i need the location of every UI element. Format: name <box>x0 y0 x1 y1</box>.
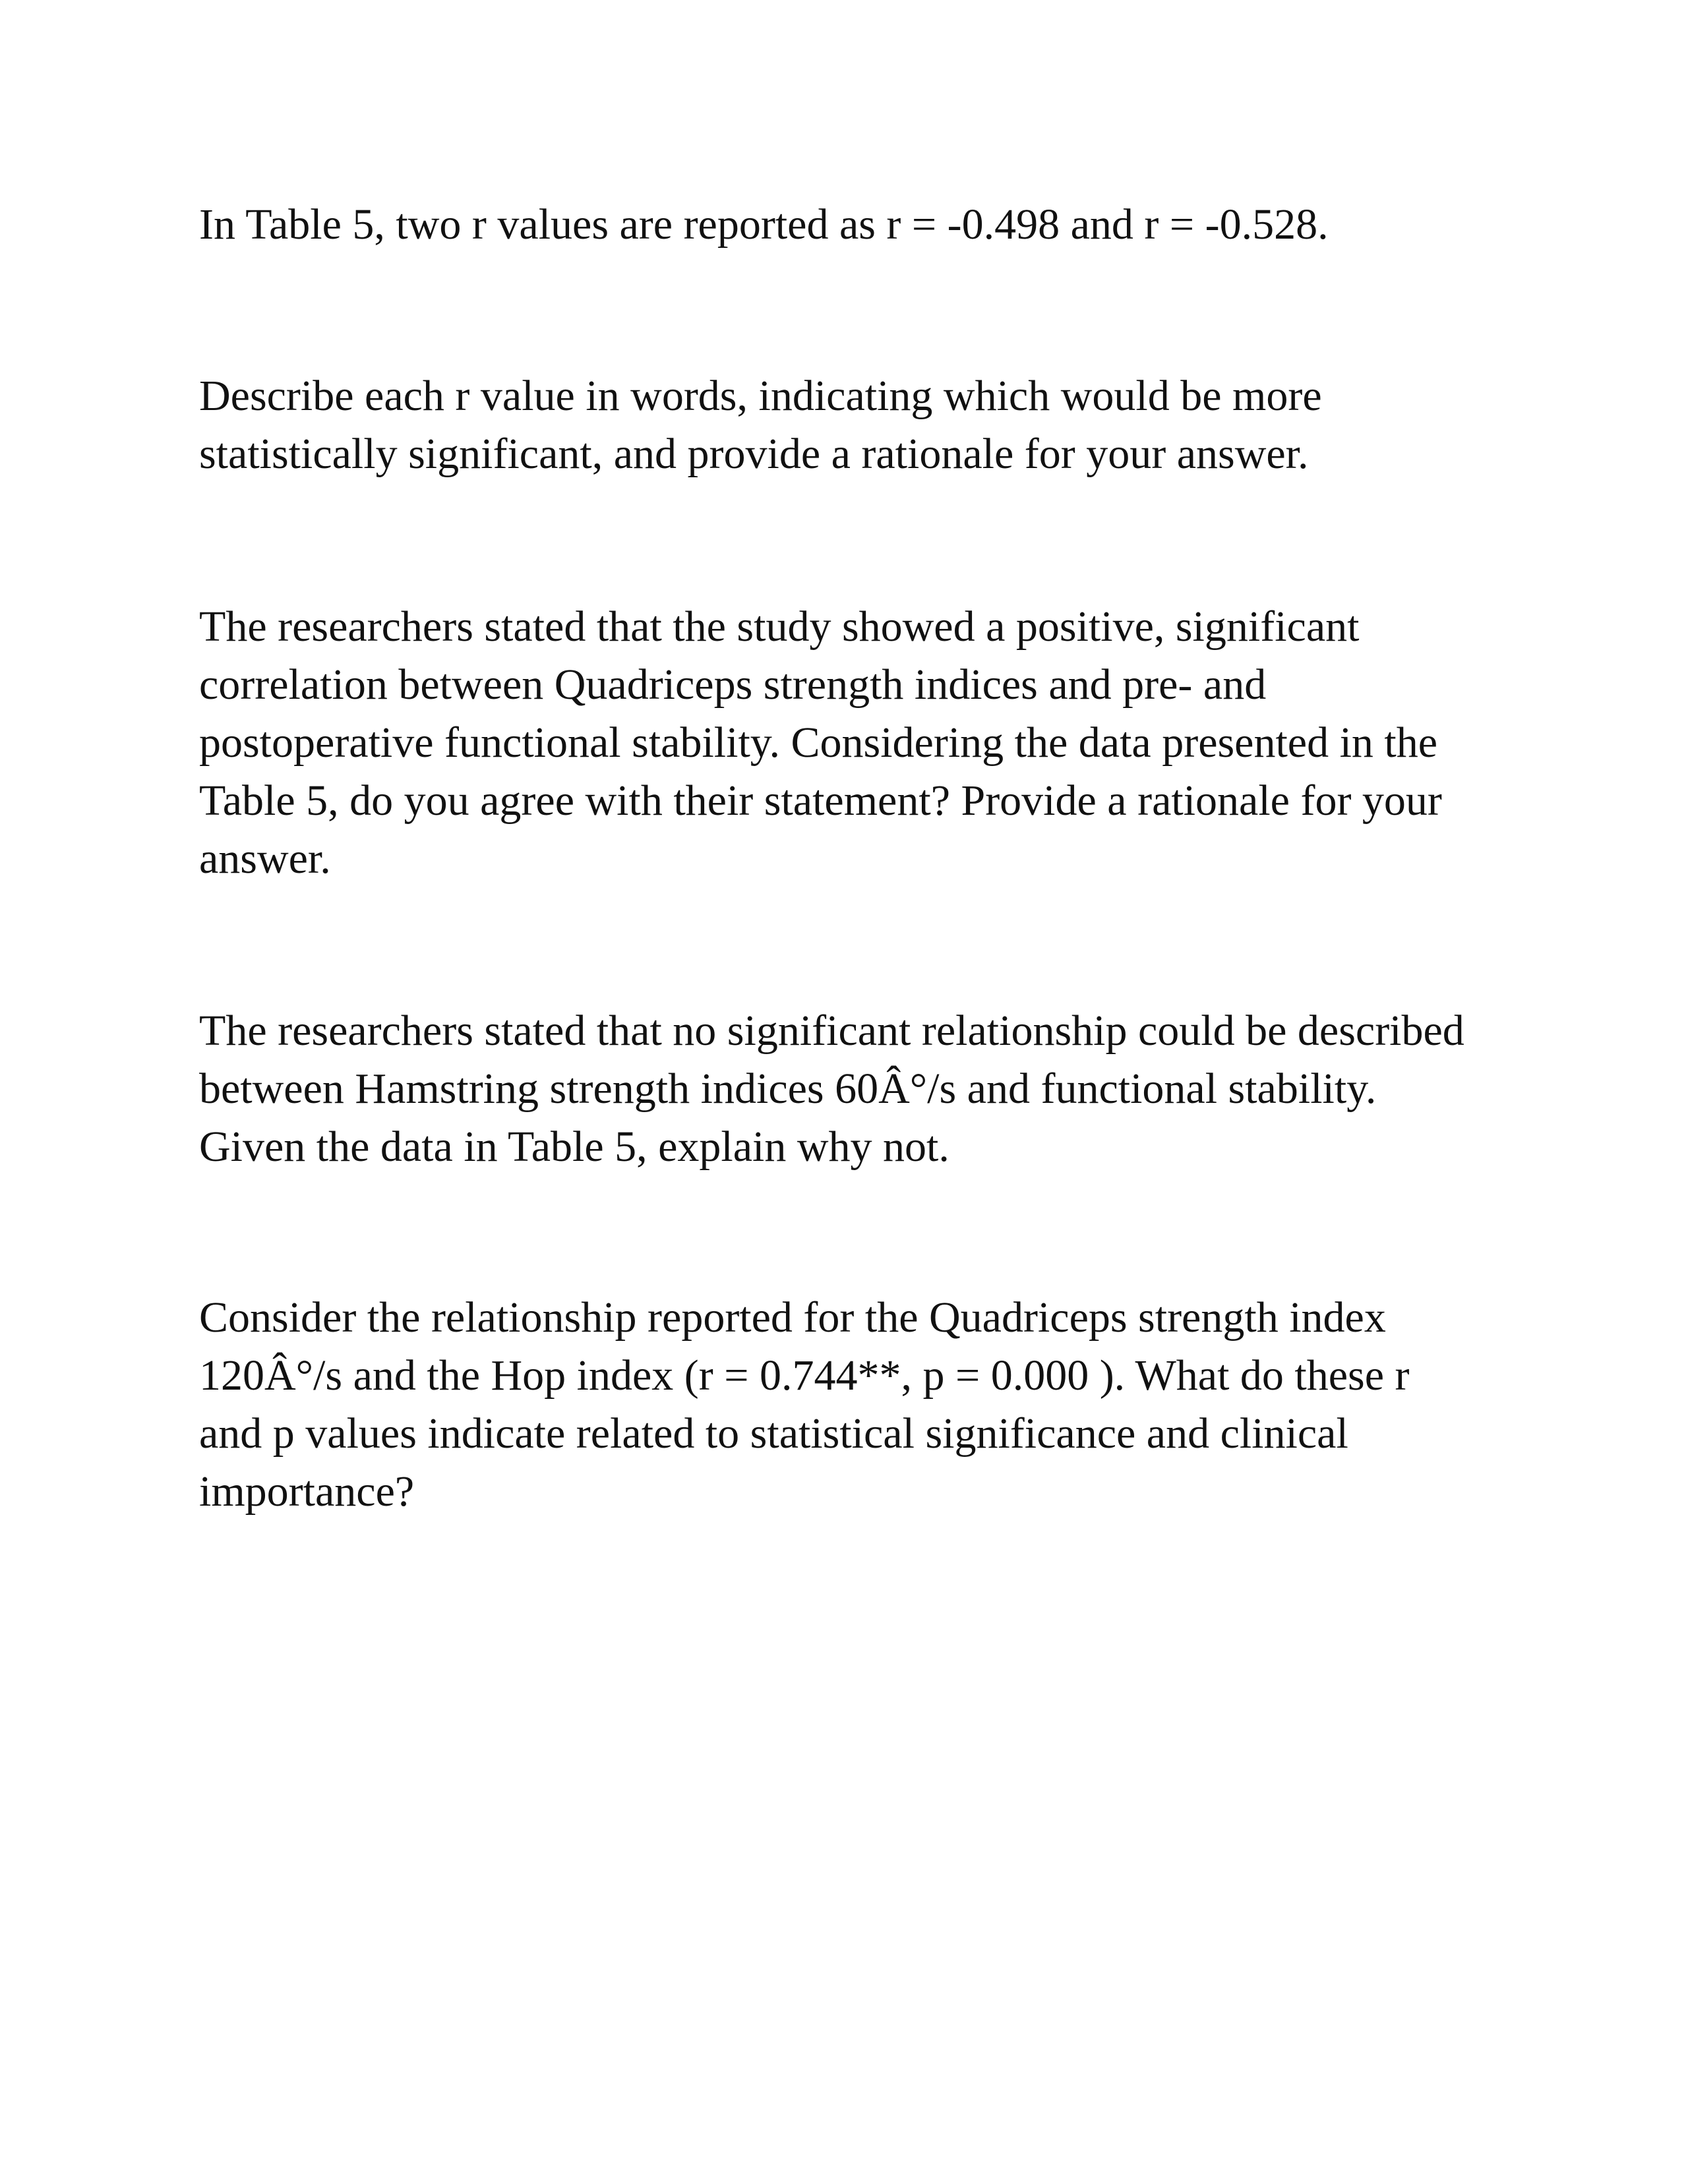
text-line: between Hamstring strength indices 60Â°/s and functional stability. <box>199 1065 1377 1113</box>
text-line: Describe each r value in words, indicating which would be more <box>199 372 1322 420</box>
text-line: Given the data in Table 5, explain why not. <box>199 1123 950 1171</box>
text-line: In Table 5, two r values are reported as r = -0.498 and r = -0.528. <box>199 200 1329 249</box>
text-line: Table 5, do you agree with their statement? Provide a rationale for your <box>199 777 1442 825</box>
text-line: statistically significant, and provide a rationale for your answer. <box>199 430 1309 478</box>
question-r-values-reported <box>199 196 1518 254</box>
question-describe-r-values <box>199 367 1518 483</box>
text-line: answer. <box>199 835 331 883</box>
text-line: and p values indicate related to statistical significance and clinical <box>199 1409 1348 1458</box>
text-line: postoperative functional stability. Considering the data presented in the <box>199 719 1438 767</box>
text-line: Consider the relationship reported for the Quadriceps strength index <box>199 1293 1386 1342</box>
text-line: importance? <box>199 1467 415 1516</box>
text-line: 120Â°/s and the Hop index (r = 0.744**, p = 0.000 ). What do these r <box>199 1351 1410 1400</box>
text-line: The researchers stated that no significant relationship could be described <box>199 1007 1464 1055</box>
text-line: correlation between Quadriceps strength indices and pre- and <box>199 661 1267 709</box>
question-quadriceps-correlation <box>199 598 1518 888</box>
question-hamstring-relationship <box>199 1002 1518 1176</box>
text-line: The researchers stated that the study showed a positive, significant <box>199 603 1360 651</box>
question-hop-index-significance <box>199 1289 1518 1521</box>
